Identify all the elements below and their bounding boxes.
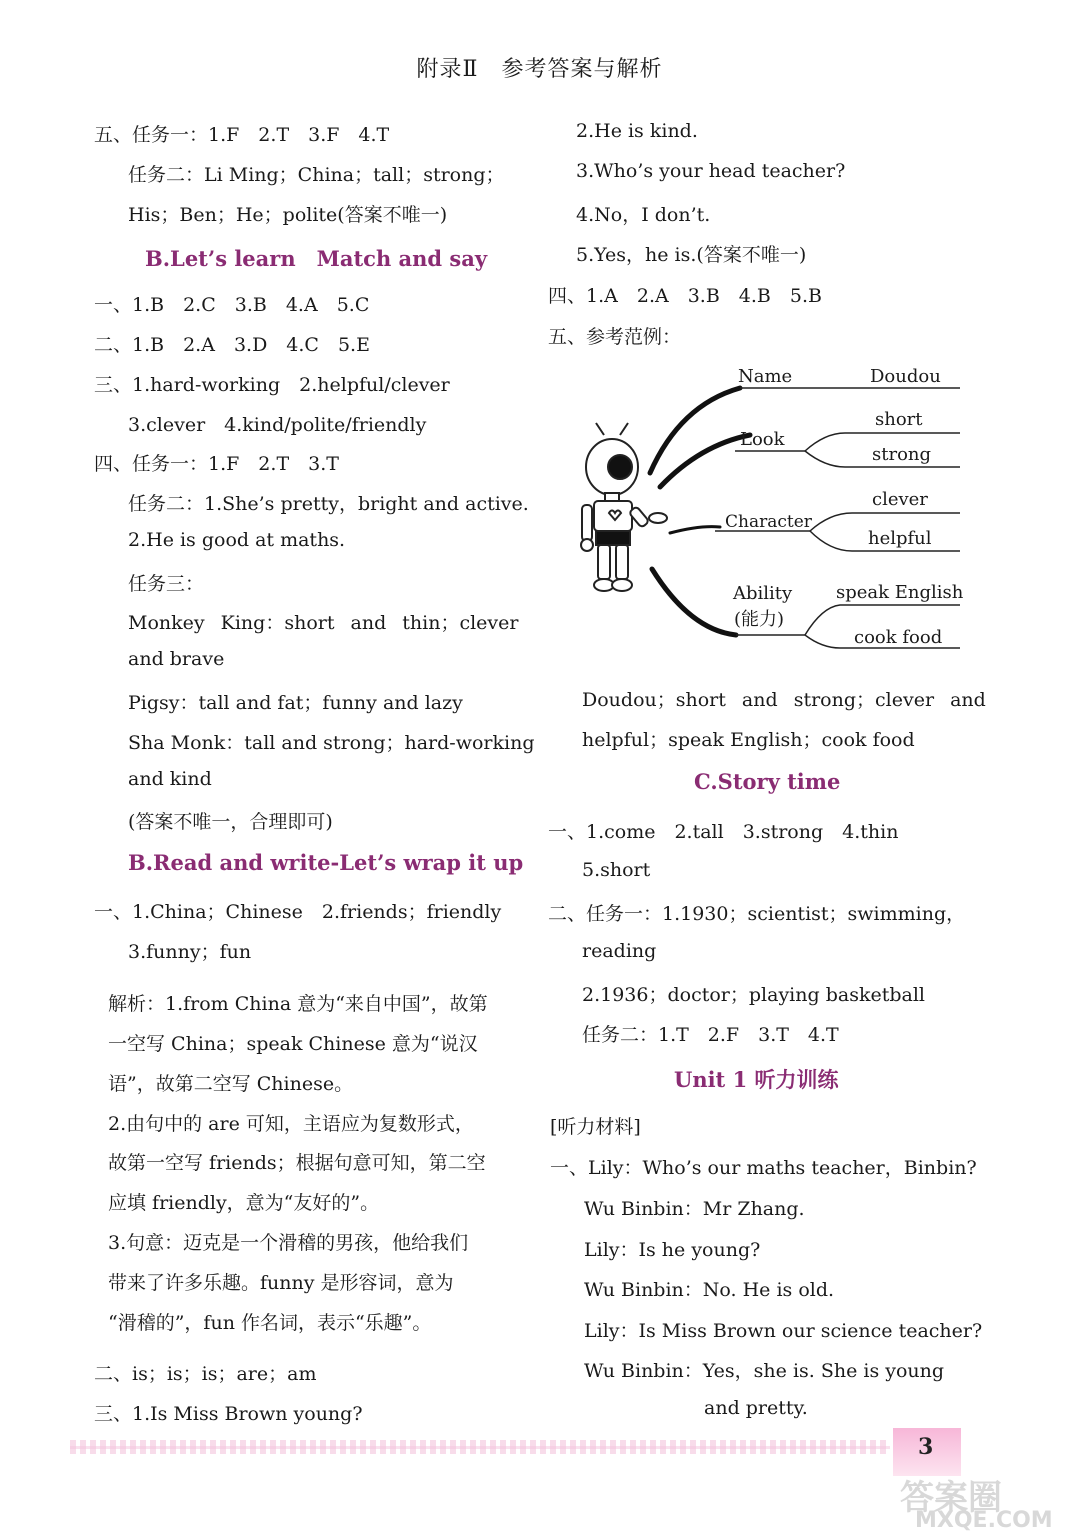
answer-line: 3.funny；fun <box>128 941 252 963</box>
answer-line: Pigsy：tall and fat；funny and lazy <box>128 692 463 714</box>
analysis-line: 2.由句中的 are 可知，主语应为复数形式， <box>108 1113 474 1135</box>
dialogue-line: and pretty. <box>704 1397 808 1419</box>
answer-line: 五、任务一：1.F 2.T 3.F 4.T <box>94 124 390 146</box>
answer-line: 一、1.come 2.tall 3.strong 4.thin <box>548 821 899 843</box>
mindmap-look-1: short <box>875 409 923 430</box>
answer-line: 2.1936；doctor；playing basketball <box>582 984 925 1006</box>
answer-line: 任务二：Li Ming；China；tall；strong； <box>128 164 505 186</box>
watermark-logo: 答案圈 <box>900 1478 1002 1518</box>
analysis-line: 故第一空写 friends；根据句意可知，第二空 <box>108 1152 486 1174</box>
analysis-line: 3.句意：迈克是一个滑稽的男孩，他给我们 <box>108 1232 469 1254</box>
answer-line: 二、is；is；is；are；am <box>94 1363 317 1385</box>
answer-line: His；Ben；He；polite(答案不唯一) <box>128 204 448 226</box>
mindmap-character-1: clever <box>872 489 928 510</box>
answer-line: 5.short <box>582 859 651 881</box>
answer-line: Sha Monk：tall and strong；hard-working <box>128 732 535 754</box>
answer-line: 3.Who’s your head teacher? <box>576 160 846 182</box>
dialogue-line: Wu Binbin：Mr Zhang. <box>584 1198 805 1220</box>
answer-line: 四、任务一：1.F 2.T 3.T <box>94 453 339 475</box>
section-title: B.Read and write-Let’s wrap it up <box>128 850 524 875</box>
mindmap-name-label: Name <box>738 366 793 387</box>
footer-line <box>70 1446 890 1449</box>
answer-line: 三、1.Is Miss Brown young? <box>94 1403 363 1425</box>
answer-line: reading <box>582 940 657 962</box>
answer-line: 2.He is kind. <box>576 120 698 142</box>
answer-line: Monkey King：short and thin；clever <box>128 612 519 634</box>
answer-line: 一、1.B 2.C 3.B 4.A 5.C <box>94 294 370 316</box>
mindmap-ability-label: Ability <box>733 583 793 604</box>
answer-line: Doudou；short and strong；clever and <box>582 689 986 711</box>
dialogue-line: Lily：Is Miss Brown our science teacher? <box>584 1320 983 1342</box>
listening-label: [听力材料] <box>550 1116 641 1138</box>
mindmap-character-label: Character <box>725 512 812 532</box>
answer-line: 四、1.A 2.A 3.B 4.B 5.B <box>548 285 822 307</box>
watermark-url: MXQE.COM <box>915 1508 1053 1533</box>
answer-line: 2.He is good at maths. <box>128 529 346 551</box>
answer-line: 任务二：1.She’s pretty，bright and active. <box>128 493 529 515</box>
section-title: C.Story time <box>694 769 841 794</box>
mindmap-character-2: helpful <box>868 528 932 549</box>
section-title: B.Let’s learn Match and say <box>145 246 488 271</box>
answer-line: 二、1.B 2.A 3.D 4.C 5.E <box>94 334 370 356</box>
answer-line: and brave <box>128 648 225 670</box>
robot-illustration <box>581 423 667 591</box>
dialogue-line: Lily：Is he young? <box>584 1239 761 1261</box>
analysis-line: “滑稽的”，fun 作名词，表示“乐趣”。 <box>108 1312 432 1334</box>
analysis-line: 语”，故第二空写 Chinese。 <box>108 1073 354 1095</box>
answer-line: 3.clever 4.kind/polite/friendly <box>128 414 427 436</box>
answer-line: (答案不唯一，合理即可) <box>128 811 333 833</box>
section-title: Unit 1 听力训练 <box>674 1067 839 1092</box>
page-header: 附录Ⅱ 参考答案与解析 <box>416 57 663 82</box>
mindmap-look-2: strong <box>872 444 932 465</box>
analysis-line: 解析：1.from China 意为“来自中国”，故第 <box>108 993 488 1015</box>
analysis-line: 应填 friendly，意为“友好的”。 <box>108 1192 380 1214</box>
answer-line: and kind <box>128 768 212 790</box>
answer-line: 一、1.China；Chinese 2.friends；friendly <box>94 901 502 923</box>
mindmap-ability-cn: (能力) <box>734 609 785 630</box>
page-number: 3 <box>918 1434 934 1460</box>
answer-line: 任务三： <box>128 573 205 595</box>
dialogue-line: 一、Lily：Who’s our maths teacher，Binbin? <box>550 1157 977 1179</box>
mindmap-look-label: Look <box>740 429 785 450</box>
answer-line: 4.No，I don’t. <box>576 204 711 226</box>
analysis-line: 一空写 China；speak Chinese 意为“说汉 <box>108 1033 478 1055</box>
answer-line: 五、参考范例： <box>548 326 682 348</box>
mindmap-name-value: Doudou <box>870 366 941 387</box>
analysis-line: 带来了许多乐趣。funny 是形容词，意为 <box>108 1272 454 1294</box>
answer-line: 二、任务一：1.1930；scientist；swimming， <box>548 903 966 925</box>
answer-line: 三、1.hard-working 2.helpful/clever <box>94 374 450 396</box>
dialogue-line: Wu Binbin：No. He is old. <box>584 1279 835 1301</box>
mindmap-ability-1: speak English <box>836 582 964 603</box>
dialogue-line: Wu Binbin：Yes，she is. She is young <box>584 1360 945 1382</box>
robot-mindmap <box>560 355 970 655</box>
mindmap-ability-2: cook food <box>854 627 943 648</box>
answer-line: 任务二：1.T 2.F 3.T 4.T <box>582 1024 839 1046</box>
answer-line: helpful；speak English；cook food <box>582 729 915 751</box>
answer-line: 5.Yes，he is.(答案不唯一) <box>576 244 807 266</box>
